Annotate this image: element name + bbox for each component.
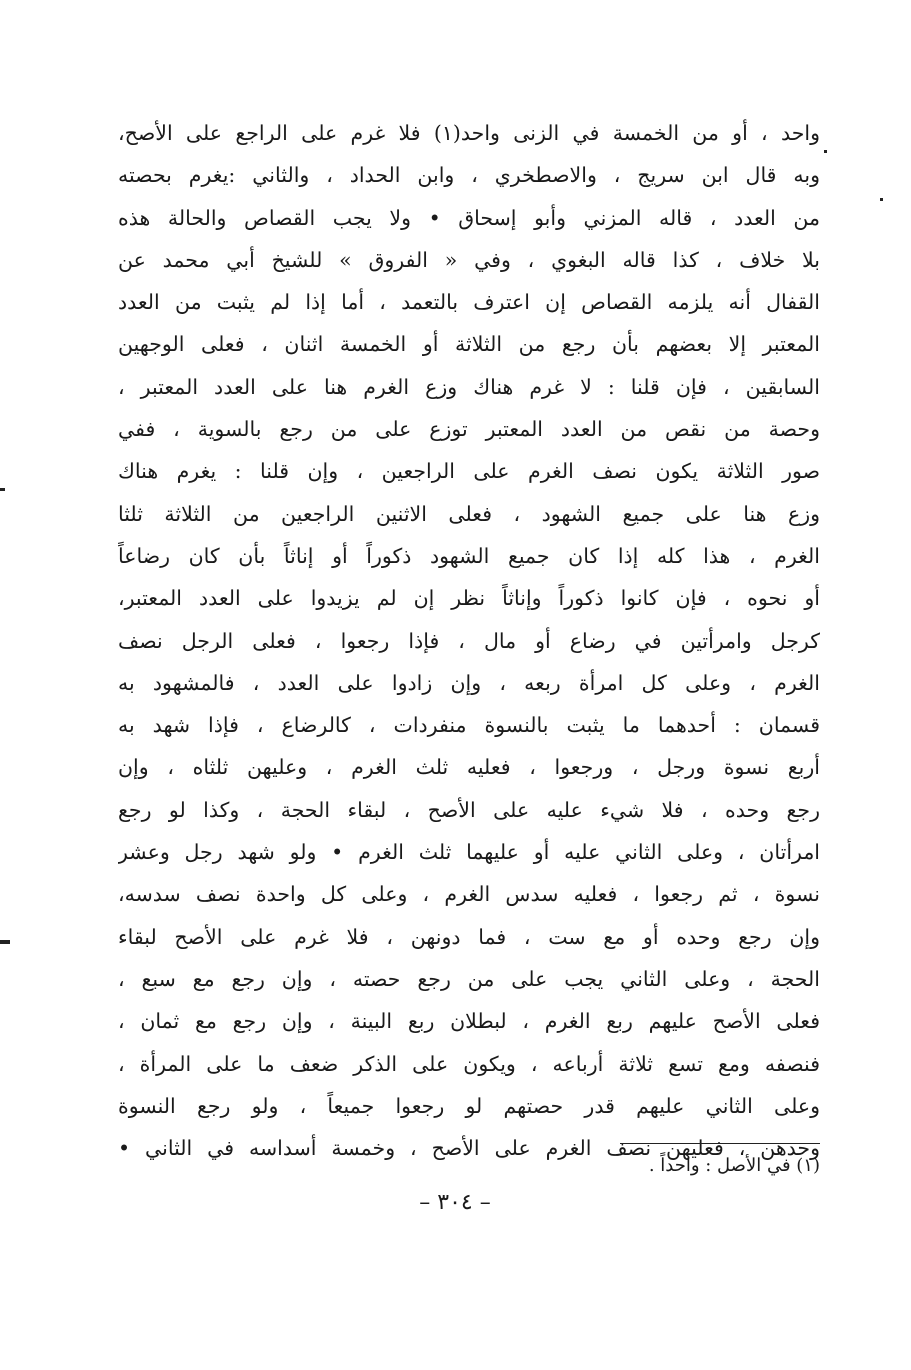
text-line: قسمان : أحدهما ما يثبت بالنسوة منفردات ، كالرضاع ، فإذا شهد به <box>118 713 820 738</box>
text-line: واحد ، أو من الخمسة في الزنى واحد(١) فلا غرم على الراجع على الأصح، <box>118 121 820 145</box>
text-line: أو نحوه ، فإن كانوا ذكوراً وإناثاً نظر إن لم يزيدوا على العدد المعتبر، <box>118 586 820 611</box>
text-line: وعلى الثاني عليهم قدر حصتهم لو رجعوا جميعاً ، ولو رجع النسوة <box>118 1093 820 1118</box>
text-line: من العدد ، قاله المزني وأبو إسحاق • ولا يجب القصاص والحالة هذه <box>118 205 820 230</box>
scan-mark <box>880 198 883 201</box>
text-line: بلا خلاف ، كذا قاله البغوي ، وفي « الفروق » للشيخ أبي محمد عن <box>118 247 820 272</box>
text-line: كرجل وامرأتين في رضاع أو مال ، فإذا رجعوا ، فعلى الرجل نصف <box>118 628 820 653</box>
text-line: أربع نسوة ورجل ، ورجعوا ، فعليه ثلث الغرم ، وعليهن ثلثاه ، وإن <box>118 755 820 780</box>
text-line: الغرم ، وعلى كل امرأة ربعه ، وإن زادوا على العدد ، فالمشهود به <box>118 670 820 695</box>
text-line: وحدهن ، فعليهن نصف الغرم على الأصح ، وخمسة أسداسه في الثاني • <box>118 1136 820 1161</box>
scan-mark <box>0 488 5 491</box>
scan-mark <box>0 940 10 944</box>
text-line: القفال أنه يلزمه القصاص إن اعترف بالتعمد ، أما إذا لم يثبت من العدد <box>118 290 820 315</box>
text-line: وإن رجع وحده أو مع ست ، فما دونهن ، فلا غرم على الأصح لبقاء <box>118 924 820 949</box>
text-line: رجع وحده ، فلا شيء عليه على الأصح ، لبقاء الحجة ، وكذا لو رجع <box>118 797 820 822</box>
text-line: السابقين ، فإن قلنا : لا غرم هناك وزع الغرم هنا على العدد المعتبر ، <box>118 374 820 399</box>
text-line: وبه قال ابن سريج ، والاصطخري ، وابن الحداد ، والثاني :يغرم بحصته <box>118 163 820 188</box>
scan-mark <box>824 150 827 153</box>
text-line: امرأتان ، وعلى الثاني عليه أو عليهما ثلث الغرم • ولو شهد رجل وعشر <box>118 840 820 865</box>
text-line: وحصة من نقص من العدد المعتبر توزع على من رجع بالسوية ، ففي <box>118 417 820 442</box>
text-line: فنصفه ومع تسع ثلاثة أرباعه ، ويكون على الذكر ضعف ما على المرأة ، <box>118 1051 820 1076</box>
text-line: الغرم ، هذا كله إذا كان جميع الشهود ذكوراً أو إناثاً بأن كان رضاعاً <box>118 543 820 568</box>
text-line: فعلى الأصح عليهم ربع الغرم ، لبطلان ربع البينة ، وإن رجع مع ثمان ، <box>118 1009 820 1034</box>
footnote-divider <box>620 1143 820 1144</box>
body-text <box>118 112 820 1169</box>
footnote: (١) في الأصل : واحداً . <box>648 1155 820 1176</box>
text-line: المعتبر إلا بعضهم بأن رجع من الثلاثة أو الخمسة اثنان ، فعلى الوجهين <box>118 332 820 357</box>
text-line: وزع هنا على جميع الشهود ، فعلى الاثنين الراجعين من الثلاثة ثلثا <box>118 501 820 526</box>
text-line: نسوة ، ثم رجعوا ، فعليه سدس الغرم ، وعلى كل واحدة نصف سدسه، <box>118 882 820 907</box>
page-number: – ٣٠٤ – <box>419 1190 491 1215</box>
text-line: الحجة ، وعلى الثاني يجب على من رجع حصته ، وإن رجع مع سبع ، <box>118 966 820 991</box>
text-line: صور الثلاثة يكون نصف الغرم على الراجعين ، وإن قلنا : يغرم هناك <box>118 459 820 484</box>
